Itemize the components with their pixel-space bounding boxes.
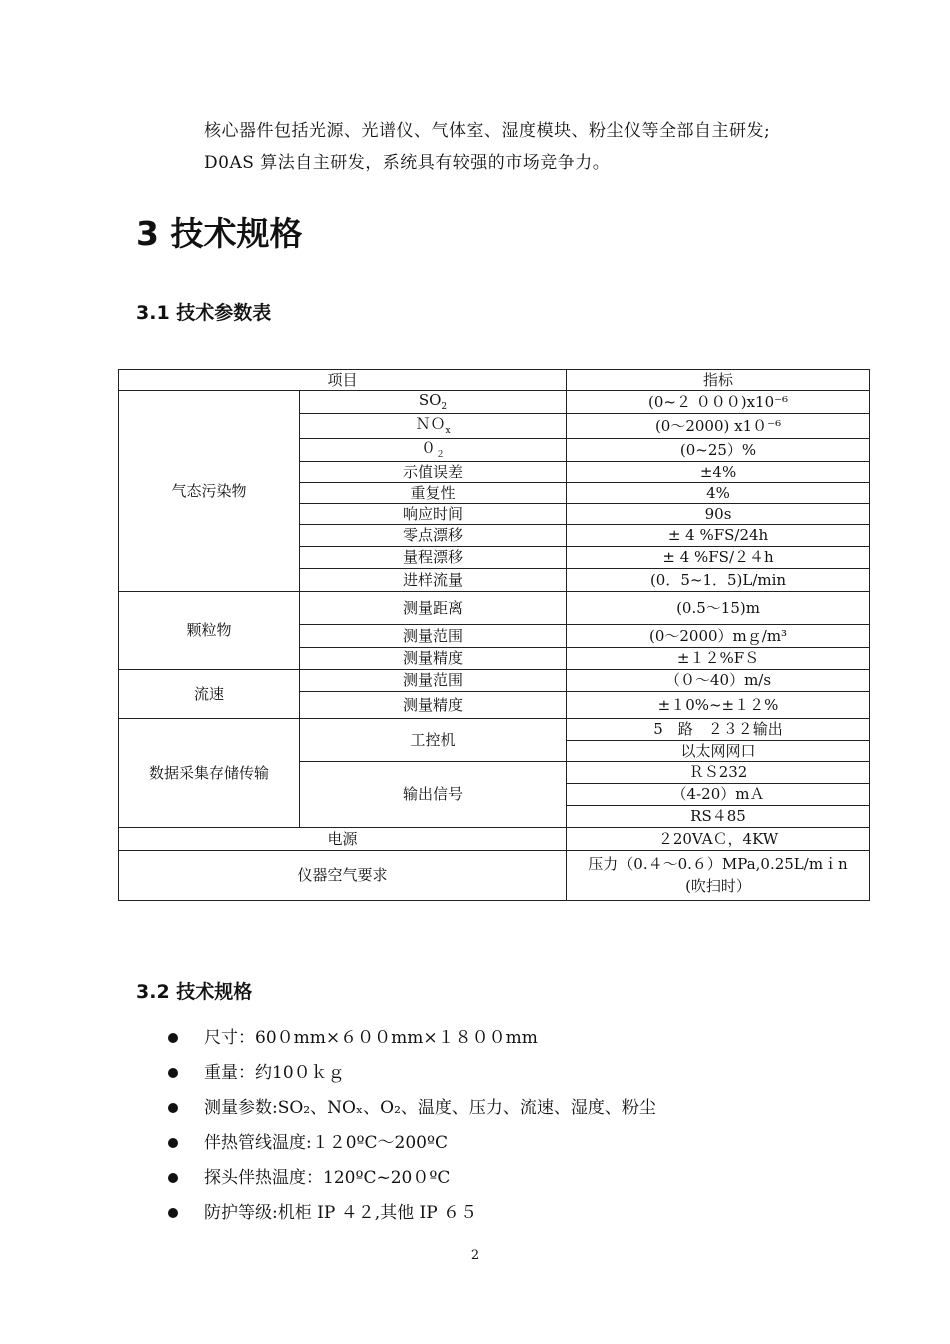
bullet-icon [168,1033,178,1043]
section-3-heading: 3 技术规格 [136,214,303,253]
bullet-icon [168,1138,178,1148]
param-value: 5 路 ２３２输出 [567,718,870,740]
param-value: 以太网网口 [567,740,870,761]
param-name: 测量距离 [300,591,567,624]
list-item: 重量：约10０ｋｇ [168,1055,656,1090]
header-item: 项目 [119,370,567,391]
param-value: ＲＳ232 [567,761,870,783]
param-value: (0～2000）mｇ/m³ [567,624,870,647]
param-name: 响应时间 [300,503,567,524]
param-name: 测量范围 [300,624,567,647]
param-name: $0_2$ [300,438,567,461]
header-index: 指标 [567,370,870,391]
param-value: 4% [567,482,870,503]
category-gas: 气态污染物 [119,391,300,592]
param-name: 仪器空气要求 [119,850,567,900]
air-value-line-1: 压力（0.４～0.６）MPa,0.25L/mｉn [588,855,848,874]
param-value: ± 4 %FS/２４h [567,546,870,568]
bullet-icon [168,1173,178,1183]
param-name: 测量范围 [300,669,567,691]
list-item: 防护等级:机柜 IP ４２,其他 IP ６５ [168,1195,656,1230]
list-item: 测量参数:SO₂、NOₓ、O₂、温度、压力、流速、湿度、粉尘 [168,1090,656,1125]
param-value: ± 4 %FS/24h [567,524,870,546]
param-value: （０～40）m/s [567,669,870,691]
param-name: 测量精度 [300,647,567,669]
param-value: (0.5～15)m [567,591,870,624]
param-value: ２20VAＣ，4KW [567,827,870,850]
param-value: （4-20）mＡ [567,783,870,805]
air-value-line-2: (吹扫时） [685,877,751,896]
table-row [119,850,870,900]
param-value: (0~25）% [567,438,870,461]
param-value: ±１２%FＳ [567,647,870,669]
table-row [119,718,870,740]
param-name: 工控机 [300,718,567,761]
bullet-icon [168,1103,178,1113]
param-name: 量程漂移 [300,546,567,568]
param-value: ±4% [567,461,870,482]
param-name: 输出信号 [300,761,567,827]
param-value: ±１0%~±１２% [567,691,870,718]
list-item: 尺寸：60０mm×６００mm×１８００mm [168,1020,656,1055]
param-name: 电源 [119,827,567,850]
param-name: 进样流量 [300,568,567,591]
param-name: ＮＯ$_x$ [300,413,567,438]
param-value: 90s [567,503,870,524]
param-name: 零点漂移 [300,524,567,546]
table-header-row [119,370,870,391]
param-name: 示值误差 [300,461,567,482]
list-item: 探头伴热温度：120ºC~20０ºC [168,1160,656,1195]
param-name: $SO_2$ [300,391,567,414]
table-row [119,391,870,414]
param-value: RS４85 [567,805,870,827]
param-value: (0～2000) x1０⁻⁶ [567,413,870,438]
category-data: 数据采集存储传输 [119,718,300,827]
param-value: (0~２ ０００)x10⁻⁶ [567,391,870,414]
table-row [119,591,870,624]
param-name: 重复性 [300,482,567,503]
bullet-icon [168,1068,178,1078]
intro-line-2: D0AS 算法自主研发，系统具有较强的市场竞争力。 [204,153,611,173]
section-3-1-heading: 3.1 技术参数表 [136,302,272,324]
param-name: 测量精度 [300,691,567,718]
spec-bullet-list [168,1020,656,1230]
spec-table [118,369,870,901]
table-row [119,827,870,850]
intro-line-1: 核心器件包括光源、光谱仪、气体室、湿度模块、粉尘仪等全部自主研发; [204,121,771,141]
bullet-icon [168,1208,178,1218]
page-number: 2 [470,1248,480,1263]
param-value [567,850,870,900]
category-flow: 流速 [119,669,300,718]
category-particle: 颗粒物 [119,591,300,669]
list-item: 伴热管线温度:１２0ºC～200ºC [168,1125,656,1160]
param-value: (0．5~1．5)L/min [567,568,870,591]
section-3-2-heading: 3.2 技术规格 [136,981,253,1003]
table-row [119,669,870,691]
